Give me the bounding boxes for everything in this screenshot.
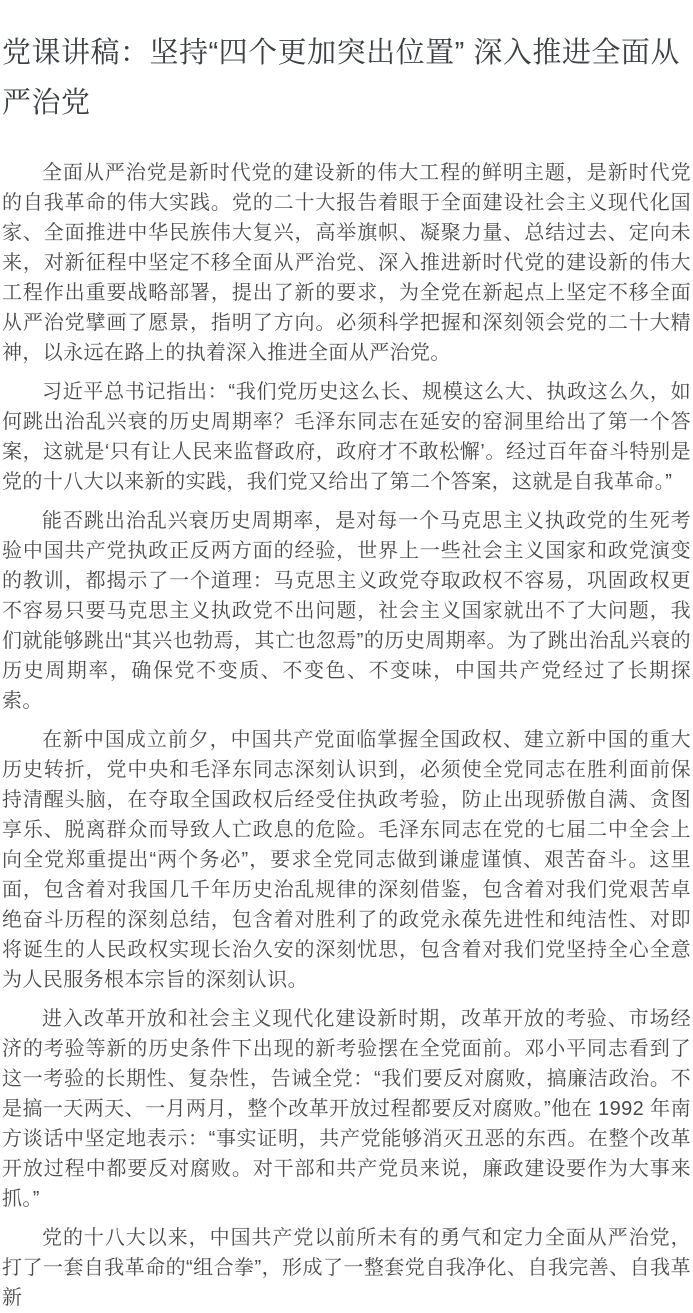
document-title: 党课讲稿：坚持“四个更加突出位置” 深入推进全面从严治党 xyxy=(2,37,680,119)
paragraph: 在新中国成立前夕，中国共产党面临掌握全国政权、建立新中国的重大历史转折，党中央和毛泽东同志深刻认识到，必须使全党同志在胜利面前保持清醒头脑，在夺取全国政权后经受住执政考验，防止出现骄傲自满、贪图享乐、脱离群众而导致人亡政息的危险。毛泽东同志在党的七届二中全会上向全党郑重提出“两个务必”，要求全党同志做到谦虚谨慎、艰苦奋斗。这里面，包含着对我国几千年历史治乱规律的深刻借鉴，包含着对我们党艰苦卓绝奋斗历程的深刻总结，包含着对胜利了的政党永葆先进性和纯洁性、对即将诞生的人民政权实现长治久安的深刻忧思，包含着对我们党坚持全心全意为人民服务根本宗旨的深刻认识。 xyxy=(2,729,691,991)
paragraph: 党的十八大以来，中国共产党以前所未有的勇气和定力全面从严治党，打了一套自我革命的“组合拳”，形成了一整套党自我净化、自我完善、自我革新 xyxy=(2,1227,691,1309)
paragraph: 能否跳出治乱兴衰历史周期率，是对每一个马克思主义执政党的生死考验中国共产党执政正反两方面的经验，世界上一些社会主义国家和政党演变的教训，都揭示了一个道理：马克思主义政党夺取政权不容易，巩固政权更不容易只要马克思主义执政党不出问题，社会主义国家就出不了大问题，我们就能够跳出“其兴也勃焉，其亡也忽焉”的历史周期率。为了跳出治乱兴衰的历史周期率，确保党不变质、不变色、不变味，中国共产党经过了长期探索。 xyxy=(2,510,691,712)
paragraph: 进入改革开放和社会主义现代化建设新时期，改革开放的考验、市场经济的考验等新的历史条件下出现的新考验摆在全党面前。邓小平同志看到了这一考验的长期性、复杂性，告诫全党：“我们要反对腐败，搞廉洁政治。不是搞一天两天、一月两月，整个改革开放过程都要反对腐败。”他在 1992 年南方谈话中坚定地表示：“事实证明，共产党能够消灭丑恶的东西。在整个改革开放过程中都要反对腐败。对干部和共产党员来说，廉政建设要作为大事来抓。” xyxy=(2,1008,691,1210)
paragraph: 习近平总书记指出：“我们党历史这么长、规模这么大、执政这么久，如何跳出治乱兴衰的历史周期率？毛泽东同志在延安的窑洞里给出了第一个答案，这就是‘只有让人民来监督政府，政府才不敢松懈’。经过百年奋斗特别是党的十八大以来新的实践，我们党又给出了第二个答案，这就是自我革命。” xyxy=(2,381,691,493)
document-page xyxy=(0,28,693,1313)
paragraph: 全面从严治党是新时代党的建设新的伟大工程的鲜明主题，是新时代党的自我革命的伟大实践。党的二十大报告着眼于全面建设社会主义现代化国家、全面推进中华民族伟大复兴，高举旗帜、凝聚力量、总结过去、定向未来，对新征程中坚定不移全面从严治党、深入推进新时代党的建设新的伟大工程作出重要战略部署，提出了新的要求，为全党在新起点上坚定不移全面从严治党擘画了愿景，指明了方向。必须科学把握和深刻领会党的二十大精神，以永远在路上的执着深入推进全面从严治党。 xyxy=(2,162,691,364)
